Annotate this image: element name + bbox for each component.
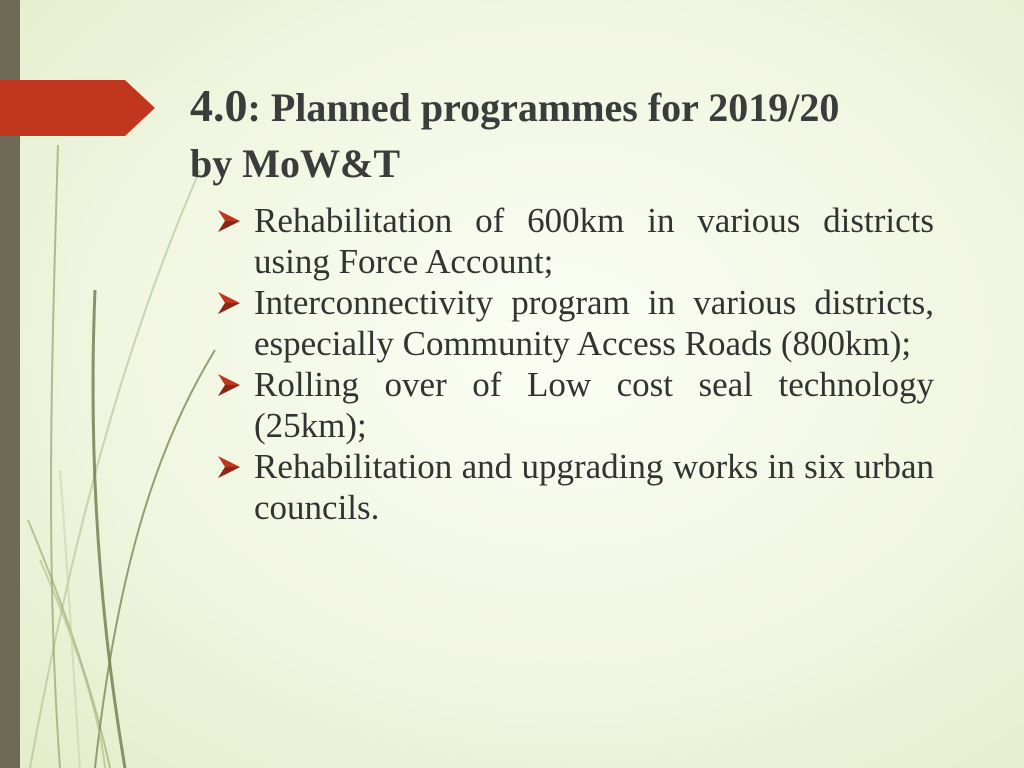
title-line-2: by MoW&T <box>190 141 400 186</box>
bullet-item <box>212 364 934 446</box>
slide-title <box>190 78 970 192</box>
title-accent-arrow <box>0 80 155 136</box>
title-number: 4.0 <box>190 80 248 131</box>
bullet-item <box>212 446 934 528</box>
arrow-bullet-icon <box>216 455 242 479</box>
arrow-bullet-icon <box>216 373 242 397</box>
bullet-text: Interconnectivity program in various districts, especially Community Access Roads (800km); <box>254 283 934 363</box>
bullet-text: Rehabilitation and upgrading works in six urban councils. <box>254 447 934 527</box>
bullet-text: Rehabilitation of 600km in various districts using Force Account; <box>254 201 934 281</box>
bullet-list <box>212 200 934 528</box>
arrow-bullet-icon <box>216 291 242 315</box>
arrow-bullet-icon <box>216 209 242 233</box>
bullet-text: Rolling over of Low cost seal technology (25km); <box>254 365 934 445</box>
bullet-item <box>212 200 934 282</box>
title-text: : Planned programmes for 2019/20 <box>247 85 840 130</box>
bullet-item <box>212 282 934 364</box>
